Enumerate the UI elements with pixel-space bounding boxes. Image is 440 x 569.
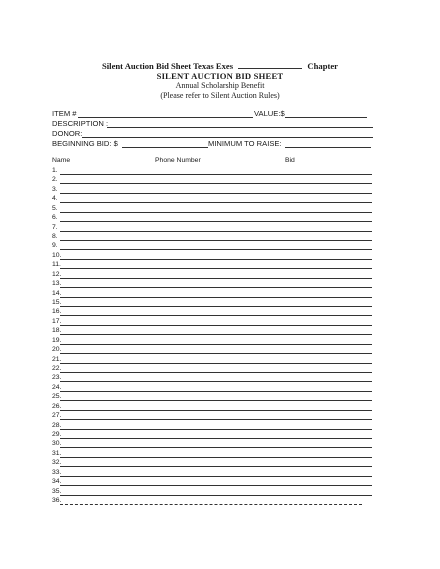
- bid-row-line[interactable]: [60, 278, 372, 279]
- row-number: 36.: [52, 497, 62, 505]
- bid-row-line[interactable]: [60, 325, 372, 326]
- row-number: 13.: [52, 280, 62, 288]
- bid-row-line[interactable]: [60, 363, 372, 364]
- bid-row-line[interactable]: [60, 202, 372, 203]
- item-label: ITEM #: [52, 109, 77, 118]
- row-number: 3.: [52, 185, 58, 193]
- bid-row-line[interactable]: [60, 476, 372, 477]
- item-field[interactable]: [78, 117, 253, 118]
- row-number: 20.: [52, 346, 62, 354]
- bid-row-line[interactable]: [60, 212, 372, 213]
- bid-row-line[interactable]: [60, 193, 372, 194]
- bid-row-line[interactable]: [60, 447, 372, 448]
- row-number: 16.: [52, 308, 62, 316]
- row-number: 31.: [52, 449, 62, 457]
- bid-row-line[interactable]: [60, 334, 372, 335]
- title-prefix: Silent Auction Bid Sheet Texas Exes: [102, 61, 234, 71]
- row-number: 30.: [52, 440, 62, 448]
- row-number: 10.: [52, 251, 62, 259]
- bid-row-line[interactable]: [60, 174, 372, 175]
- row-number: 7.: [52, 223, 58, 231]
- minimum-to-raise-field[interactable]: [285, 147, 371, 148]
- row-number: 14.: [52, 289, 62, 297]
- bid-row-line[interactable]: [60, 457, 372, 458]
- bid-row-line[interactable]: [60, 466, 372, 467]
- rules-note: (Please refer to Silent Auction Rules): [160, 91, 280, 100]
- bid-row-line[interactable]: [60, 344, 372, 345]
- row-number: 27.: [52, 412, 62, 420]
- bid-row-line[interactable]: [60, 372, 372, 373]
- donor-label: DONOR:: [52, 129, 83, 138]
- bid-row-line[interactable]: [60, 315, 372, 316]
- description-field[interactable]: [107, 127, 373, 128]
- value-field[interactable]: [285, 117, 367, 118]
- bid-row-line[interactable]: [60, 183, 372, 184]
- event-name: Annual Scholarship Benefit: [175, 81, 265, 90]
- row-number: 15.: [52, 299, 62, 307]
- bid-row-line[interactable]: [60, 297, 372, 298]
- row-number: 5.: [52, 204, 58, 212]
- row-number: 2.: [52, 176, 58, 184]
- beginning-bid-label: BEGINNING BID: $: [52, 139, 118, 148]
- bid-row-line[interactable]: [60, 400, 372, 401]
- row-number: 35.: [52, 487, 62, 495]
- bid-row-line[interactable]: [60, 306, 372, 307]
- chapter-blank[interactable]: [238, 61, 302, 69]
- sheet-title: [0, 61, 440, 71]
- row-number: 24.: [52, 383, 62, 391]
- bid-row-line[interactable]: [60, 419, 372, 420]
- bid-row-line[interactable]: [60, 221, 372, 222]
- bid-row-line[interactable]: [60, 438, 372, 439]
- row-number: 1.: [52, 167, 58, 174]
- bid-row-line[interactable]: [60, 391, 372, 392]
- bid-row-line[interactable]: [60, 485, 372, 486]
- row-number: 33.: [52, 468, 62, 476]
- sheet-subtitle: SILENT AUCTION BID SHEET: [156, 71, 284, 81]
- row-number: 9.: [52, 242, 58, 250]
- row-number: 4.: [52, 195, 58, 203]
- row-number: 25.: [52, 393, 62, 401]
- bid-row-line[interactable]: [60, 249, 372, 250]
- bid-row-line[interactable]: [60, 410, 372, 411]
- row-number: 29.: [52, 431, 62, 439]
- value-label: VALUE:$: [254, 109, 285, 118]
- donor-field[interactable]: [82, 137, 373, 138]
- column-header-name: Name: [52, 157, 71, 164]
- description-label: DESCRIPTION :: [52, 119, 109, 128]
- title-suffix: Chapter: [307, 61, 338, 71]
- row-number: 23.: [52, 374, 62, 382]
- bid-row-line[interactable]: [60, 287, 372, 288]
- column-header-bid: Bid: [285, 157, 295, 164]
- bid-row-line[interactable]: [60, 504, 362, 505]
- row-number: 17.: [52, 317, 62, 325]
- row-number: 12.: [52, 270, 62, 278]
- bid-row-line[interactable]: [60, 240, 372, 241]
- bid-row-line[interactable]: [60, 495, 372, 496]
- bid-row-line[interactable]: [60, 381, 372, 382]
- bid-row-line[interactable]: [60, 353, 372, 354]
- row-number: 18.: [52, 327, 62, 335]
- row-number: 34.: [52, 478, 62, 486]
- bid-row-line[interactable]: [60, 259, 372, 260]
- row-number: 19.: [52, 336, 62, 344]
- bid-row-line[interactable]: [60, 231, 372, 232]
- beginning-bid-field[interactable]: [122, 147, 208, 148]
- row-number: 26.: [52, 402, 62, 410]
- row-number: 11.: [52, 261, 61, 269]
- bid-row-line[interactable]: [60, 268, 372, 269]
- row-number: 8.: [52, 233, 58, 240]
- row-number: 21.: [52, 355, 62, 363]
- row-number: 28.: [52, 421, 62, 429]
- minimum-to-raise-label: MINIMUM TO RAISE:: [208, 139, 282, 148]
- row-number: 22.: [52, 365, 62, 373]
- column-header-phone: Phone Number: [155, 157, 201, 164]
- row-number: 6.: [52, 214, 58, 222]
- row-number: 32.: [52, 459, 62, 467]
- bid-row-line[interactable]: [60, 429, 372, 430]
